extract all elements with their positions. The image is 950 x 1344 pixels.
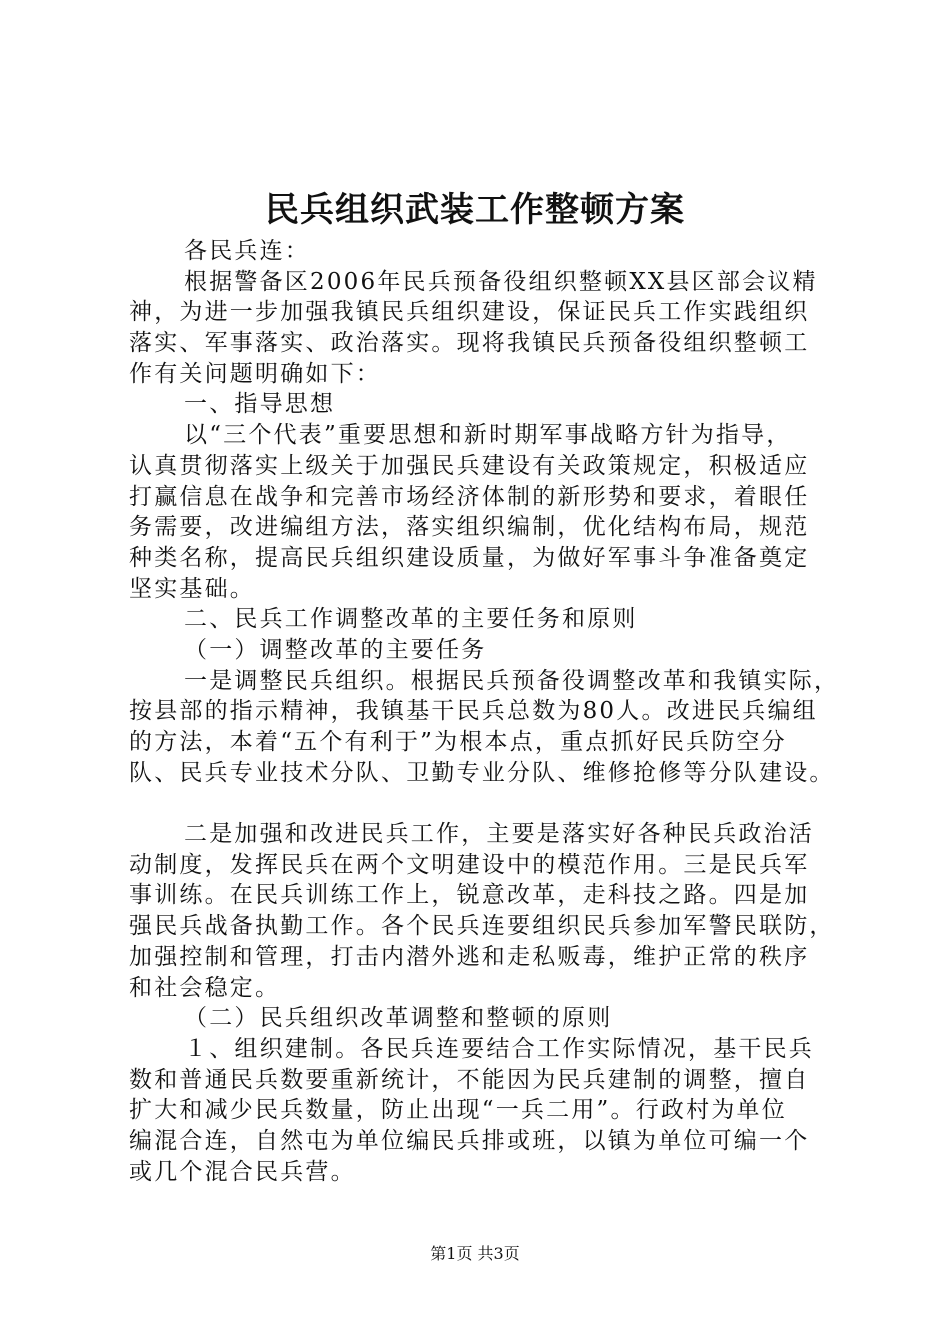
page-footer: 第1页 共3页 — [430, 1244, 520, 1263]
paragraph-line: 打赢信息在战争和完善市场经济体制的新形势和要求，着眼任 — [129, 483, 810, 510]
paragraph-line: 认真贯彻落实上级关于加强民兵建设有关政策规定，积极适应 — [129, 452, 810, 479]
blank-line — [129, 788, 829, 819]
section-heading: 二、民兵工作调整改革的主要任务和原则 — [184, 606, 638, 633]
paragraph-line: 编混合连，自然屯为单位编民兵排或班，以镇为单位可编一个 — [129, 1127, 810, 1154]
paragraph-line: 二是加强和改进民兵工作，主要是落实好各种民兵政治活 — [184, 821, 814, 848]
paragraph-line: 强民兵战备执勤工作。各个民兵连要组织民兵参加军警民联防， — [129, 913, 835, 940]
paragraph-line: 加强控制和管理，打击内潜外逃和走私贩毒，维护正常的秩序 — [129, 943, 810, 970]
section-heading: 一、指导思想 — [184, 391, 336, 418]
paragraph-line: 扩大和减少民兵数量，防止出现“一兵二用”。行政村为单位 — [129, 1097, 787, 1124]
paragraph-line: 根据警备区2006年民兵预备役组织整顿XX县区部会议精 — [184, 268, 818, 295]
paragraph-line: 事训练。在民兵训练工作上，锐意改革，走科技之路。四是加 — [129, 882, 810, 909]
paragraph-line: 务需要，改进编组方法，落实组织编制，优化结构布局，规范 — [129, 514, 810, 541]
paragraph-line: 和社会稳定。 — [129, 974, 281, 1001]
paragraph-line: 种类名称，提高民兵组织建设质量，为做好军事斗争准备奠定 — [129, 544, 810, 571]
salutation: 各民兵连： — [184, 238, 310, 264]
paragraph-line: 以“三个代表”重要思想和新时期军事战略方针为指导， — [184, 422, 792, 449]
paragraph-line: 的方法，本着“五个有利于”为根本点，重点抓好民兵防空分 — [129, 729, 787, 755]
paragraph-line: 作有关问题明确如下： — [129, 360, 381, 387]
paragraph-line: 数和普通民兵数要重新统计，不能因为民兵建制的调整，擅自 — [129, 1066, 810, 1093]
paragraph-line: 落实、军事落实、政治落实。现将我镇民兵预备役组织整顿工 — [129, 330, 810, 357]
paragraph-line: 或几个混合民兵营。 — [129, 1158, 356, 1185]
document-title: 民兵组织武装工作整顿方案 — [265, 190, 685, 230]
document-body — [129, 236, 840, 1187]
subsection-heading: （二）民兵组织改革调整和整顿的原则 — [184, 1005, 613, 1032]
paragraph-line: 神，为进一步加强我镇民兵组织建设，保证民兵工作实践组织 — [129, 299, 810, 326]
paragraph-line: 动制度，发挥民兵在两个文明建设中的模范作用。三是民兵军 — [129, 851, 810, 878]
subsection-heading: （一）调整改革的主要任务 — [184, 636, 487, 663]
paragraph-line: 一是调整民兵组织。根据民兵预备役调整改革和我镇实际， — [184, 667, 840, 694]
paragraph-line: １、组织建制。各民兵连要结合工作实际情况，基干民兵 — [184, 1035, 814, 1062]
paragraph-line: 按县部的指示精神，我镇基干民兵总数为80人。改进民兵编组 — [129, 698, 818, 725]
paragraph-line: 坚实基础。 — [129, 575, 255, 602]
paragraph-line: 队、民兵专业技术分队、卫勤专业分队、维修抢修等分队建设。 — [129, 759, 835, 786]
